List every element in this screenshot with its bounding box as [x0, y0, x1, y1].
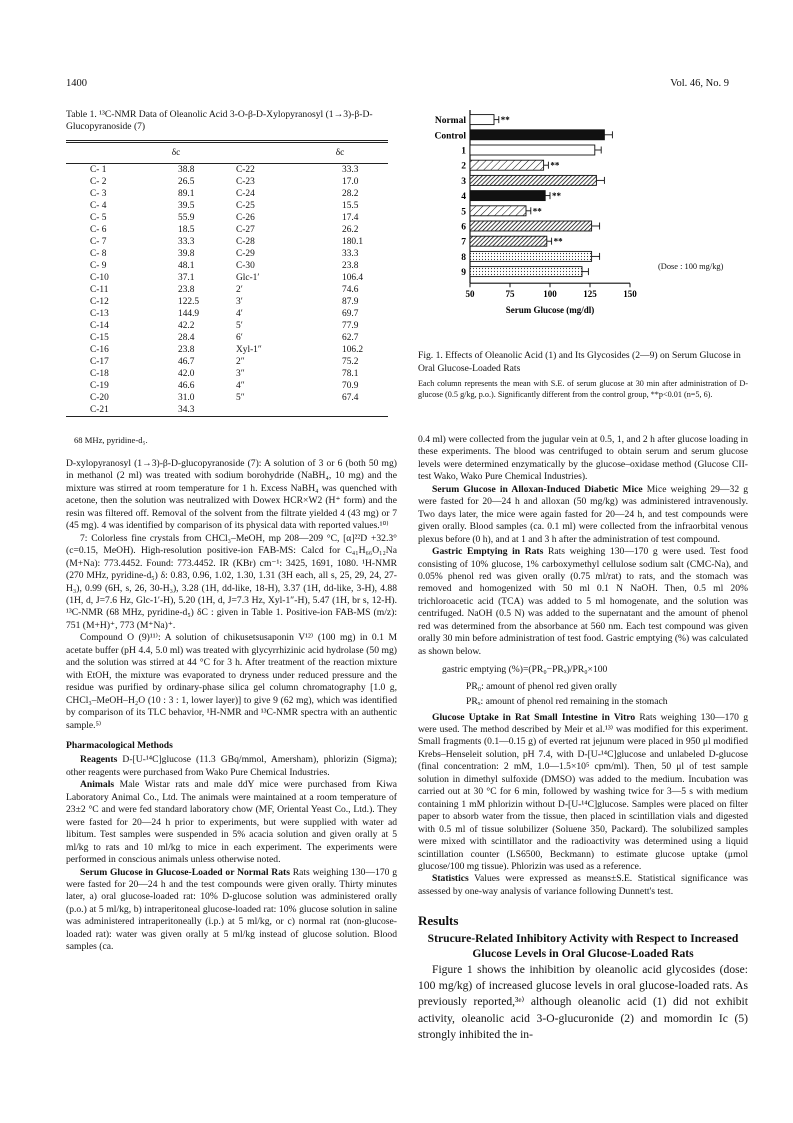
atom-label: C-22 — [236, 165, 255, 175]
paragraph-text: Values were expressed as means±S.E. Statistical significance was assessed by one-way analysis of variance following Dunnett's test. — [418, 873, 748, 897]
category-label: 3 — [461, 176, 466, 187]
atom-label: C-21 — [90, 405, 109, 415]
atom-label: 2″ — [236, 357, 245, 367]
results-title: Results — [418, 913, 459, 928]
atom-label: C-29 — [236, 249, 255, 259]
bar — [470, 221, 592, 231]
paragraph — [418, 434, 748, 484]
atom-label: C-11 — [90, 285, 109, 295]
atom-label: C-23 — [236, 177, 255, 187]
atom-label: C- 8 — [90, 249, 107, 259]
paragraph — [66, 533, 397, 633]
category-label: 2 — [461, 161, 466, 172]
figure1 — [418, 108, 748, 320]
shift-value: 106.2 — [342, 345, 364, 355]
atom-label: C- 4 — [90, 201, 107, 211]
table-row — [66, 332, 388, 344]
shift-value: 46.7 — [178, 357, 195, 367]
shift-value: 31.0 — [178, 393, 195, 403]
atom-label: 4″ — [236, 381, 245, 391]
paragraph-text: Rats weighing 130—170 g were used. The method described by Meir et al.¹³⁾ was modified for this experiment. Small fragments (0.1—0.15 g) of everted rat jejunum were placed in 950 μl modified Krebs–Henseleit solution, pH 7.4, with D-[U-¹⁴C]glucose and unlabeled D-glucose (final concentration: 2 mM, 1.0—1.5×10⁵ cpm/ml). Then, 50 μl of test sample solution in dimethyl sulfoxide (DMSO) was added to the medium. Incubation was carried out at 30 °C for 6 min, followed by washing twice for 3—5 s with medium containing 1 mM phlorizin without D-[U-¹⁴C]glucose. Samples were placed on filter paper to absorb water from the tissue, then placed in scintillation vials and digested with 0.5 ml of tissue solubilizer (Soluene 350, Packard). The solubilized samples were mixed with scintillator and the radioactivity was determined using a liquid scintillation counter (LS6500, Beckmann) to estimate glucose uptake (μmol glucose/100 mg tissue). Phlorizin was used as a reference. — [418, 711, 748, 872]
shift-value: 33.3 — [178, 237, 195, 247]
paragraph-text: Rats weighing 130—170 g were used. Test food consisting of 10% glucose, 1% carboxymethyl cellulose sodium salt (CMC-Na), and 0.05% phenol red was given orally (0.75 ml/rat) to rats, and the stomach was removed and homogenized with 50 ml 0.1 N NaOH. Then, 0.5 ml 20% trichloroacetic acid (TCA) was added to 5 ml homogenate, and the solution was centrifuged. NaOH (0.5 N) was added to the supernatant and the amount of phenol red was determined from the absorbance at 560 nm. Each test compound was given orally 30 min before administration of test food. Gastric emptying (%) was calculated as shown below. — [418, 546, 748, 657]
table-row — [66, 164, 388, 177]
bar — [470, 130, 604, 140]
x-tick-label: 75 — [505, 289, 515, 300]
table1-caption: Table 1. ¹³C-NMR Data of Oleanolic Acid 3-O-β-D-Xylopyranosyl (1→3)-β-D-Glucopyranoside (7) — [66, 109, 373, 133]
shift-value: 106.4 — [342, 273, 364, 283]
bar — [470, 191, 545, 201]
atom-label: C-17 — [90, 357, 109, 367]
table-row — [66, 272, 388, 284]
shift-value: 23.8 — [342, 261, 359, 271]
atom-label: 3″ — [236, 369, 245, 379]
atom-label: C- 1 — [90, 165, 107, 175]
shift-value: 75.2 — [342, 357, 359, 367]
shift-value: 26.2 — [342, 225, 359, 235]
paragraph — [418, 484, 748, 546]
table1-footnote: 68 MHz, pyridine-d₅. — [74, 435, 148, 445]
table-row — [66, 380, 388, 392]
atom-label: C-15 — [90, 333, 109, 343]
bar — [470, 175, 596, 185]
shift-value: 55.9 — [178, 213, 195, 223]
volume-label: Vol. 46, No. 9 — [670, 78, 729, 89]
bar — [470, 115, 494, 125]
table-row — [66, 344, 388, 356]
table-row — [66, 224, 388, 236]
shift-value: 28.2 — [342, 189, 359, 199]
bar — [470, 160, 544, 170]
atom-label: C- 6 — [90, 225, 107, 235]
atom-label: C-24 — [236, 189, 255, 199]
paragraph-text: PRₓ: amount of phenol red remaining in the stomach — [466, 696, 668, 708]
atom-label: 3′ — [236, 297, 243, 307]
shift-value: 26.5 — [178, 177, 195, 187]
atom-label: C- 7 — [90, 237, 107, 247]
paragraph-text: PR₀: amount of phenol red given orally — [466, 680, 617, 692]
table-row — [66, 404, 388, 417]
table-row — [66, 188, 388, 200]
paragraph — [66, 458, 397, 533]
shift-value: 62.7 — [342, 333, 359, 343]
atom-label: C-25 — [236, 201, 255, 211]
paragraph-run-in-heading: Reagents — [80, 754, 118, 766]
shift-value: 17.0 — [342, 177, 359, 187]
shift-value: 33.3 — [342, 165, 359, 175]
table-row — [66, 308, 388, 320]
col-header-right: δc — [335, 148, 345, 158]
paragraph — [442, 664, 748, 676]
atom-label: C- 2 — [90, 177, 107, 187]
category-label: 7 — [461, 237, 466, 248]
table-row — [66, 296, 388, 308]
paragraph-text: Mice weighing 29—32 g were fasted for 20—24 h and alloxan (50 mg/kg) was administered intravenously. Two days later, the mice were again fasted for 20—24 h, and test compounds were given orally. Blood samples (ca. 0.1 ml) were collected from the infraorbital venous plexus before (0 h), and at 1 and 3 h after the administration of test compound. — [418, 483, 748, 545]
shift-value — [292, 404, 388, 417]
shift-value: 15.5 — [342, 201, 359, 211]
atom-label: C-10 — [90, 273, 109, 283]
table-row — [66, 392, 388, 404]
shift-value: 77.9 — [342, 321, 359, 331]
x-tick-label: 150 — [623, 289, 637, 300]
category-label: 5 — [461, 207, 466, 218]
paragraph-run-in-heading: Glucose Uptake in Rat Small Intestine in Vitro — [432, 711, 636, 723]
atom-label: C-12 — [90, 297, 109, 307]
significance-mark: ** — [552, 191, 561, 202]
atom-label: C-13 — [90, 309, 109, 319]
atom-label: Xyl-1″ — [236, 345, 262, 355]
atom-label: C-18 — [90, 369, 109, 379]
shift-value: 38.8 — [178, 165, 195, 175]
results-body: Figure 1 shows the inhibition by oleanolic acid glycosides (dose: 100 mg/kg) of increased glucose levels in oral glucose-loaded rats. As previously reported,³ᵉ⁾ although oleanolic acid (1) did not exhibit activity, oleanolic acid 3-O-glucuronide (2) and momordin Ic (5) strongly inhibited the in- — [418, 963, 748, 1041]
shift-value: 37.1 — [178, 273, 195, 283]
atom-label: C-20 — [90, 393, 109, 403]
paragraph-text: Rats weighing 130—170 g were fasted for 20—24 h and the test compounds were given orally. Thirty minutes later, a) oral glucose-loaded rat: 10% D-glucose solution was administered orally (p.o.) at 5 ml/kg, b) intraperitoneal glucose-loaded rat: 10% glucose solution in saline was administered intraperitoneally (i.p.) at 5 ml/kg, or c) normal rat (non-glucose-loaded rat): water was given orally at 5 ml/kg instead of glucose solution. Blood samples (ca. — [66, 866, 397, 953]
significance-mark: ** — [550, 160, 560, 171]
table-row — [66, 248, 388, 260]
category-label: Normal — [434, 116, 466, 127]
table-row — [66, 356, 388, 368]
shift-value: 87.9 — [342, 297, 359, 307]
paragraph — [418, 546, 748, 658]
shift-value: 48.1 — [178, 261, 195, 271]
shift-value: 74.6 — [342, 285, 359, 295]
table-row — [66, 320, 388, 332]
paragraph-text: D-[U-¹⁴C]glucose (11.3 GBq/mmol, Amersham), phlorizin (Sigma); other reagents were purchased from Wako Pure Chemical Industries. — [66, 754, 397, 778]
category-label: Control — [434, 131, 466, 142]
col-header-left: δc — [171, 148, 181, 158]
shift-value: 78.1 — [342, 369, 359, 379]
paragraph-run-in-heading: Gastric Emptying in Rats — [432, 546, 544, 558]
shift-value: 33.3 — [342, 249, 359, 259]
shift-value: 42.0 — [178, 369, 195, 379]
atom-label: 6′ — [236, 333, 243, 343]
atom-label: C-14 — [90, 321, 109, 331]
atom-label — [222, 404, 292, 417]
category-label: 1 — [461, 146, 466, 157]
figure1-dose-note: (Dose : 100 mg/kg) — [658, 262, 724, 271]
shift-value: 46.6 — [178, 381, 195, 391]
x-tick-label: 50 — [465, 289, 475, 300]
shift-value: 23.8 — [178, 285, 195, 295]
significance-mark: ** — [500, 115, 510, 126]
paragraph-text: gastric emptying (%)=(PR₀−PRₓ)/PR₀×100 — [442, 664, 608, 676]
paragraph-text: Compound O (9)¹¹⁾: A solution of chikusetsusaponin V¹²⁾ (100 mg) in 0.1 M acetate buffer (pH 4.4, 5.0 ml) was treated with glycyrrhizinic acid hydrolase (50 mg) and the solution was stirred at 44 °C for 3 h. After treatment of the reaction mixture with EtOH, the mixture was evaporated to dryness under reduced pressure and the residue was purified by ordinary-phase silica gel column chromatography [1.0 g, CHCl₃–MeOH–H₂O (10 : 3 : 1, lower layer)] to give 9 (62 mg), which was identified by comparison of its TLC behavior, ¹H-NMR and ¹³C-NMR spectra with an authentic sample.⁵⁾ — [66, 632, 397, 731]
shift-value: 122.5 — [178, 297, 200, 307]
shift-value: 34.3 — [178, 405, 195, 415]
shift-value: 144.9 — [178, 309, 200, 319]
shift-value: 39.5 — [178, 201, 195, 211]
shift-value: 42.2 — [178, 321, 195, 331]
paragraph-text: 7: Colorless fine crystals from CHCl₃–MeOH, mp 208—209 °C, [α]²²D +32.3° (c=0.15, MeOH). High-resolution positive-ion FAB-MS: Calcd for C₄₁H₆₆O₁₂Na (M+Na): 773.4452. Found: 773.4452. IR (KBr) cm⁻¹: 3425, 1691, 1080. ¹H-NMR (270 MHz, pyridine-d₅) δ: 0.83, 0.96, 1.02, 1.30, 1.31 (3H each, all s, 25, 29, 24, 27-H₃), 0.99 (6H, s, 26, 30-H₃), 3.28 (1H, dd-like, 18-H), 3.37 (1H, dd-like, 3-H), 4.88 (1H, d, J=7.6 Hz, Glc-1′-H), 5.20 (1H, d, J=7.3 Hz, Xyl-1″-H), 5.47 (1H, br s, 12-H). ¹³C-NMR (68 MHz, pyridine-d₅) δC : given in Table 1. Positive-ion FAB-MS (m/z): 751 (M+H)⁺, 773 (M⁺Na)⁺. — [66, 532, 397, 631]
x-axis-title: Serum Glucose (mg/dl) — [505, 305, 595, 316]
paragraph-run-in-heading: Animals — [80, 779, 115, 791]
table-row — [66, 368, 388, 380]
atom-label: C-27 — [236, 225, 255, 235]
paragraph — [466, 696, 748, 708]
atom-label: C-26 — [236, 213, 255, 223]
atom-label: C-30 — [236, 261, 255, 271]
table-row — [66, 176, 388, 188]
paragraph-run-in-heading: Statistics — [432, 873, 469, 885]
table-row — [66, 260, 388, 272]
table-row — [66, 212, 388, 224]
bar — [470, 267, 582, 277]
bar — [470, 206, 526, 216]
x-tick-label: 100 — [543, 289, 557, 300]
paragraph-run-in-heading: Serum Glucose in Alloxan-Induced Diabetic Mice — [432, 483, 643, 495]
bar — [470, 145, 595, 155]
significance-mark: ** — [553, 236, 563, 247]
figure1-caption: Fig. 1. Effects of Oleanolic Acid (1) and Its Glycosides (2—9) on Serum Glucose in Oral Glucose-Loaded Rats — [418, 350, 741, 374]
paragraph-text: D-xylopyranosyl (1→3)-β-D-glucopyranoside (7): A solution of 3 or 6 (both 50 mg) in methanol (2 ml) was treated with sodium borohydride (NaBH₄, 10 mg) and the mixture was stirred at room temperature for 1 h. Excess NaBH₄ was quenched with acetone, then the solution was neutralized with Dowex HCR×W2 (H⁺ form) and the resin was filtered off. Removal of the solvent from the filtrate yielded 4 (43 mg) or 7 (45 mg). 4 was identified by comparison of its physical data with reported values.¹⁰⁾ — [66, 458, 397, 532]
shift-value: 17.4 — [342, 213, 359, 223]
section-heading: Pharmacological Methods — [66, 739, 173, 751]
paragraph — [418, 712, 748, 874]
paragraph — [66, 754, 397, 779]
atom-label: C- 5 — [90, 213, 107, 223]
right-column — [418, 434, 748, 898]
figure1-note: Each column represents the mean with S.E. of serum glucose at 30 min after administration of D-glucose (0.5 g/kg, p.o.). Significantly different from the control group, **p<0.01 (n=5, 6). — [418, 379, 748, 399]
category-label: 8 — [461, 252, 466, 263]
shift-value: 89.1 — [178, 189, 195, 199]
paragraph — [66, 867, 397, 954]
bar — [470, 251, 592, 261]
atom-label: C-28 — [236, 237, 255, 247]
shift-value: 39.8 — [178, 249, 195, 259]
paragraph-text: 0.4 ml) were collected from the jugular vein at 0.5, 1, and 2 h after glucose loading in these experiments. The blood was centrifuged to obtain serum and serum glucose levels were determined enzymatically by the glucose–oxidase method (Glucose CII-test Wako, Wako Pure Chemical Industries). — [418, 434, 748, 483]
category-label: 6 — [461, 222, 466, 233]
atom-label: C- 9 — [90, 261, 107, 271]
category-label: 4 — [461, 192, 466, 203]
paragraph — [466, 681, 748, 693]
results-subtitle: Strucure-Related Inhibitory Activity with Respect to Increased Glucose Levels in Oral Glucose-Loaded Rats — [427, 932, 739, 960]
paragraph-text: Male Wistar rats and male ddY mice were purchased from Kiwa Laboratory Animal Co., Ltd. The animals were maintained at a room temperature of 23±2 °C and were fed standard laboratory chow (MF, Oriental Yeast Co., Ltd.). They were fasted for 20—24 h prior to experiments, but were supplied with water ad libitum. Test samples were suspended in 5% acacia solution and given orally at 5 ml/kg to rats and 10 ml/kg to mice in each experiment. The experiments were performed in conscious animals unless otherwise noted. — [66, 779, 398, 866]
atom-label: C-16 — [90, 345, 109, 355]
atom-label: Glc-1′ — [236, 273, 260, 283]
shift-value: 23.8 — [178, 345, 195, 355]
table1 — [66, 140, 388, 417]
left-column — [66, 458, 397, 954]
paragraph — [66, 632, 397, 732]
figure1-chart — [418, 108, 748, 320]
shift-value: 70.9 — [342, 381, 359, 391]
paragraph — [418, 873, 748, 898]
table-row — [66, 236, 388, 248]
significance-mark: ** — [532, 206, 542, 217]
atom-label: C- 3 — [90, 189, 107, 199]
bar — [470, 236, 547, 246]
atom-label: 4′ — [236, 309, 243, 319]
table-row — [66, 200, 388, 212]
shift-value: 180.1 — [342, 237, 364, 247]
atom-label: 5′ — [236, 321, 243, 331]
page-number: 1400 — [66, 78, 87, 89]
atom-label: 5″ — [236, 393, 245, 403]
shift-value: 18.5 — [178, 225, 195, 235]
category-label: 9 — [461, 268, 466, 279]
shift-value: 67.4 — [342, 393, 359, 403]
atom-label: C-19 — [90, 381, 109, 391]
shift-value: 69.7 — [342, 309, 359, 319]
paragraph-run-in-heading: Serum Glucose in Glucose-Loaded or Normal Rats — [80, 866, 290, 878]
shift-value: 28.4 — [178, 333, 195, 343]
atom-label: 2′ — [236, 285, 243, 295]
table-row — [66, 284, 388, 296]
paragraph — [66, 779, 397, 866]
x-tick-label: 125 — [583, 289, 597, 300]
